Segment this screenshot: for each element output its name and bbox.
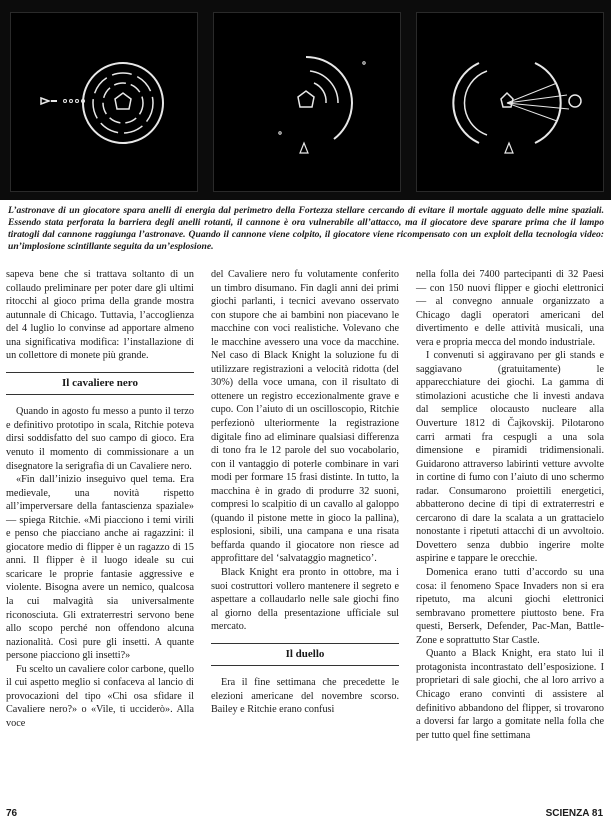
paragraph: Black Knight era pronto in ottobre, ma i suoi costruttori vollero mantenere il segreto e aspettare a collaudarlo nelle sale giochi fino al giorno della presentazione ufficiale sul mercato. bbox=[211, 567, 399, 633]
paragraph: «Fin dall’inizio inseguivo quel tema. Era medievale, una novità rispetto all’imperversare della fantascienza spaziale» — spiega Ritchie. «Mi piacciono i temi virili e penso che piacciano anche ai ragazzini: il giocatore medio di flipper è un ragazzo di 15 anni. Il flipper è il luogo ideale su cui scaricare le proprie fantasie aggressive e violente. Bisogna avere un nemico, qualcosa la cui malvagità sia universalmente riconosciuta. Gli extraterrestri servono bene allo scopo perché non offendono alcuna nazionalità. Così pure gli insetti. A quante persone piacciono gli insetti?» bbox=[6, 474, 194, 662]
text-column-3 bbox=[416, 268, 604, 742]
paragraph: sapeva bene che si trattava soltanto di un collaudo preliminare per poter dare gli ultimi ritocchi al gioco prima della grande mostra autunnale di Chicago. Tuttavia, l’accoglienza del 4 luglio lo convinse ad apportare almeno una significativa modifica: l’installazione di un collettore di monete più grande. bbox=[6, 269, 194, 362]
figure-caption: L’astronave di un giocatore spara anelli di energia dal perimetro della Fortezza stellare cercando di evitare il mortale agguato delle mine spaziali. Essendo stata perforata la barriera degli anelli rotanti, il cannone è ora vulnerabile all’attacco, ma il giocatore deve sparare prima che il lampo tiratogli dal cannone raggiunga l’astronave. Quando il cannone viene colpito, il giocatore viene ricompensato con un exploit della tecnologia video: un’implosione scintillante seguita da un’esplosione. bbox=[8, 205, 604, 252]
text-column-2 bbox=[211, 268, 399, 717]
paragraph: del Cavaliere nero fu volutamente conferito un timbro disumano. Fin dagli anni dei primi giochi parlanti, i tecnici avevano osservato con stupore che ai bambini non piacevano le macchine con voci realistiche. Volevano che le macchine avessero una voce da macchine. Nel caso di Black Knight la soluzione fu di utilizzare registrazioni a velocità ridotta (del 30%) della voce umana, con il risultato di ottenere un registro eccezionalmente grave e cupo. Con l’aiuto di un oscilloscopio, Ritchie perfezionò ulteriormente la registrazione digitale fino ad eliminare qualsiasi differenza di tono fra le 12 parole del suo vocabolario, con il vantaggio di poterle combinare in vari modi per formare 15 frasi distinte. In tutto, la macchina è in grado di produrre 32 suoni, compresi lo scalpitio di un cavallo al galoppo (quando il pistone mette in gioco la pallina), esplosioni, sibili, una campana e una risata beffarda quando il giocatore non riesce ad approfittare del ‘salvataggio magnetico’. bbox=[211, 269, 399, 565]
text-column-1 bbox=[6, 268, 194, 731]
section-heading: Il cavaliere nero bbox=[6, 372, 194, 396]
paragraph: Era il fine settimana che precedette le elezioni americane del novembre scorso. Bailey e Ritchie erano confusi bbox=[211, 677, 399, 716]
game-screenshot-2 bbox=[213, 12, 401, 192]
paragraph: nella folla dei 7400 partecipanti di 32 Paesi — con 150 nuovi flipper e giochi elettronici — al convegno annuale organizzato a Chicago dagli operatori americani del divertimento e delle attività musicali, una vera e propria mecca del mondo industriale. bbox=[416, 269, 604, 348]
photo-band bbox=[0, 0, 611, 200]
section-heading: Il duello bbox=[211, 643, 399, 667]
paragraph: Domenica erano tutti d’accordo su una cosa: il fenomeno Space Invaders non si era ripetuto, ma alcuni giochi elettronici sembravano promettere piuttosto bene. Fra questi, Berserk, Defender, Pac-Man, Battle-Zone e soprattutto Star Castle. bbox=[416, 567, 604, 646]
running-footer-right: SCIENZA 81 bbox=[545, 808, 603, 819]
paragraph: I convenuti si aggiravano per gli stands e saggiavano (gratuitamente) le apparecchiature dei giochi. La gamma di stimolazioni acustiche che li investì andava dal semplice olocausto nucleare alla Ouverture 1812 di Čajkovskij. Pilotarono carri armati fra cespugli a una sola dimensione e piramidi tridimensionali. Guidarono attraverso labirinti vetture avvolte in cortine di fumo con l’aiuto di uno schermo radar. Consumarono proiettili energetici, abbatterono decine di tipi di extraterrestri e cercarono di dare la scalata a un grattacielo nonostante i ripetuti attacchi di un avvoltoio. Dovettero senza dubbio ingerire molte aspirine e tappare le orecchie. bbox=[416, 350, 604, 565]
paragraph: Quanto a Black Knight, era stato lui il protagonista incontrastato dell’esposizione. I proprietari di sale giochi, che al loro arrivo a Chicago erano convinti di assistere al definitivo abbandono del flipper, si trovarono a doversi far largo a gomitate nella folla che per tutto quel fine settimana bbox=[416, 648, 604, 741]
paragraph: Quando in agosto fu messo a punto il terzo e definitivo prototipo in scala, Ritchie poteva dirsi soddisfatto del suo campo di gioco. Era venuto il momento di commissionare a un disegnatore la serigrafia di un Cavaliere nero. bbox=[6, 406, 194, 472]
page-number-left: 76 bbox=[6, 808, 18, 819]
game-screenshot-3 bbox=[416, 12, 604, 192]
game-screenshot-1 bbox=[10, 12, 198, 192]
paragraph: Fu scelto un cavaliere color carbone, quello il cui aspetto meglio si confaceva al lancio di provocazioni del tipo «Chi osa sfidare il Cavaliere nero?» o «Vile, ti ucciderò». Alla voce bbox=[6, 663, 194, 729]
